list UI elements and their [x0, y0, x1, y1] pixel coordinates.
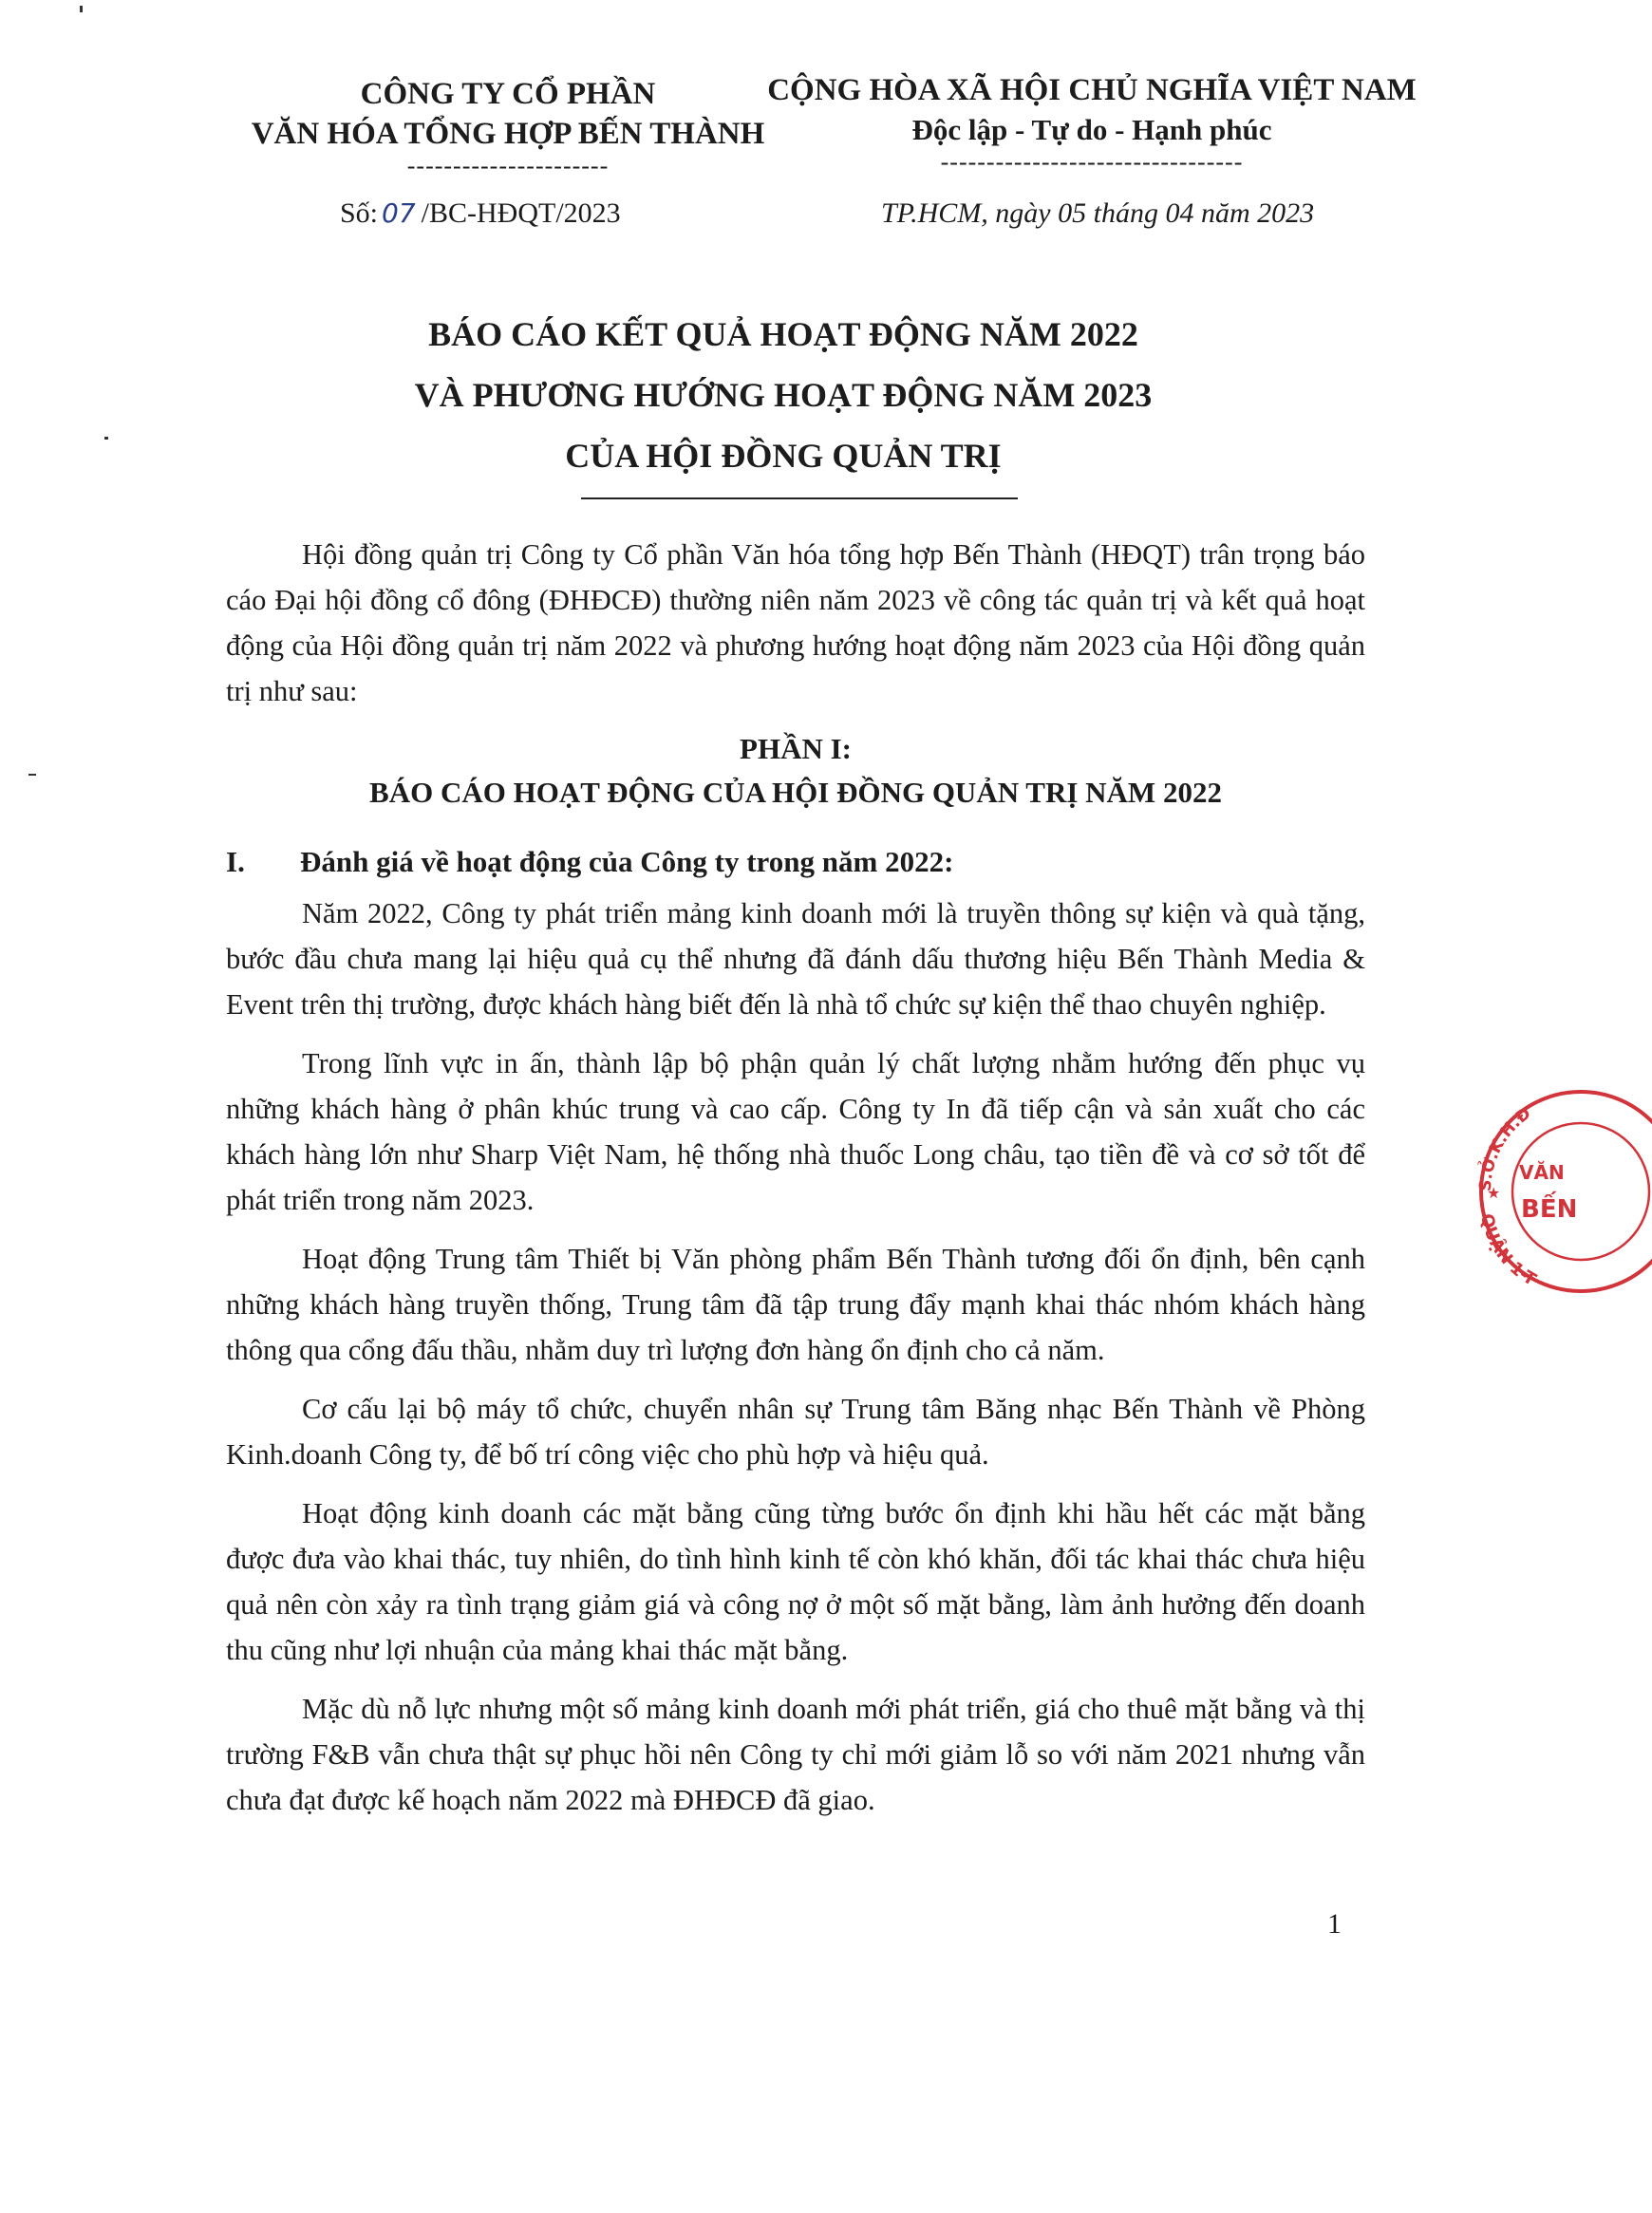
intro-paragraph: Hội đồng quản trị Công ty Cổ phần Văn hóa tổng hợp Bến Thành (HĐQT) trân trọng báo cáo Đại hội đồng cổ đông (ĐHĐCĐ) thường niên năm 2023 về công tác quản trị và kết quả hoạt động của Hội đồng quản trị năm 2022 và phương hướng hoạt động năm 2023 của Hội đồng quản trị như sau: [226, 538, 1365, 707]
body-paragraph: Cơ cấu lại bộ máy tổ chức, chuyển nhân sự Trung tâm Băng nhạc Bến Thành về Phòng Kinh.doanh Công ty, để bố trí công việc cho phù hợp và hiệu quả. [226, 1393, 1365, 1471]
body-paragraph: Trong lĩnh vực in ấn, thành lập bộ phận quản lý chất lượng nhằm hướng đến phục vụ những khách hàng ở phân khúc trung và cao cấp. Công ty In đã tiếp cận và sản xuất cho các khách hàng lớn như Sharp Việt Nam, hệ thống nhà thuốc Long châu, tạo tiền đề và cơ sở tốt để phát triển trong năm 2023. [226, 1047, 1365, 1216]
document-number-prefix: Số: [340, 197, 379, 229]
body-paragraph: Hoạt động Trung tâm Thiết bị Văn phòng phẩm Bến Thành tương đối ổn định, bên cạnh những khách hàng truyền thống, Trung tâm đã tập trung đẩy mạnh khai thác nhóm khách hàng thông qua cổng đấu thầu, nhằm duy trì lượng đơn hàng ổn định cho cả năm. [226, 1243, 1365, 1366]
title-line-1: BÁO CÁO KẾT QUẢ HOẠT ĐỘNG NĂM 2022 [428, 315, 1138, 353]
title-underline [581, 497, 1018, 499]
nation-divider: --------------------------------- [940, 148, 1244, 176]
svg-text:S.Ở.K.H.Đ: S.Ở.K.H.Đ [1475, 1103, 1535, 1192]
svg-text:VĂN: VĂN [1519, 1161, 1565, 1184]
title-line-2: VÀ PHƯƠNG HƯỚNG HOẠT ĐỘNG NĂM 2023 [414, 376, 1153, 414]
part-title: BÁO CÁO HOẠT ĐỘNG CỦA HỘI ĐỒNG QUẢN TRỊ NĂM 2022 [369, 776, 1222, 809]
document-title [237, 304, 1329, 486]
body-paragraph: Hoạt động kinh doanh các mặt bằng cũng từng bước ổn định khi hầu hết các mặt bằng được đưa vào khai thác, tuy nhiên, do tình hình kinh tế còn khó khăn, đối tác khai thác chưa hiệu quả nên còn xảy ra tình trạng giảm giá và công nợ ở một số mặt bằng, làm ảnh hưởng đến doanh thu cũng như lợi nhuận của mảng khai thác mặt bằng. [226, 1497, 1365, 1666]
body-paragraph: Năm 2022, Công ty phát triển mảng kinh doanh mới là truyền thông sự kiện và quà tặng, bước đầu chưa mang lại hiệu quả cụ thể nhưng đã đánh dấu thương hiệu Bến Thành Media & Event trên thị trường, được khách hàng biết đến là nhà tổ chức sự kiện thể thao chuyên nghiệp. [226, 897, 1365, 1021]
company-header [214, 74, 802, 178]
document-body [226, 532, 1365, 1836]
section-heading [226, 839, 1365, 885]
company-seal-stamp [1462, 1073, 1652, 1310]
document-number-suffix: /BC-HĐQT/2023 [421, 197, 621, 229]
body-paragraph: Mặc dù nỗ lực nhưng một số mảng kinh doanh mới phát triển, giá cho thuê mặt bằng và thị trường F&B vẫn chưa thật sự phục hồi nên Công ty chỉ mới giảm lỗ so với năm 2021 nhưng vẫn chưa đạt được kế hoạch năm 2022 mà ĐHĐCĐ đã giao. [226, 1693, 1365, 1816]
document-number [340, 197, 621, 230]
scan-speck [80, 6, 83, 12]
section-number: I. [226, 845, 245, 878]
nation-name: CỘNG HÒA XÃ HỘI CHỦ NGHĨA VIỆT NAM [767, 73, 1417, 107]
company-name-line2: VĂN HÓA TỔNG HỢP BẾN THÀNH [251, 117, 765, 151]
document-number-handwritten: 07 [382, 197, 416, 229]
page-number: 1 [1327, 1908, 1342, 1940]
svg-text:BẾN: BẾN [1521, 1195, 1578, 1224]
section-title: Đánh giá về hoạt động của Công ty trong năm 2022: [300, 845, 954, 878]
nation-header [760, 70, 1424, 175]
svg-text:QUẬN 1-T: QUẬN 1-T [1475, 1211, 1540, 1290]
part-heading [226, 727, 1365, 815]
title-line-3: CỦA HỘI ĐỒNG QUẢN TRỊ [565, 437, 1002, 475]
company-divider: ---------------------- [406, 152, 610, 179]
company-name-line1: CÔNG TY CỔ PHẦN [360, 77, 656, 111]
scan-speck [104, 437, 108, 440]
svg-text:★: ★ [1487, 1184, 1501, 1202]
part-label: PHẦN I: [740, 732, 852, 765]
scan-speck [28, 774, 36, 776]
nation-motto: Độc lập - Tự do - Hạnh phúc [911, 113, 1272, 146]
document-date: TP.HCM, ngày 05 tháng 04 năm 2023 [881, 197, 1315, 229]
